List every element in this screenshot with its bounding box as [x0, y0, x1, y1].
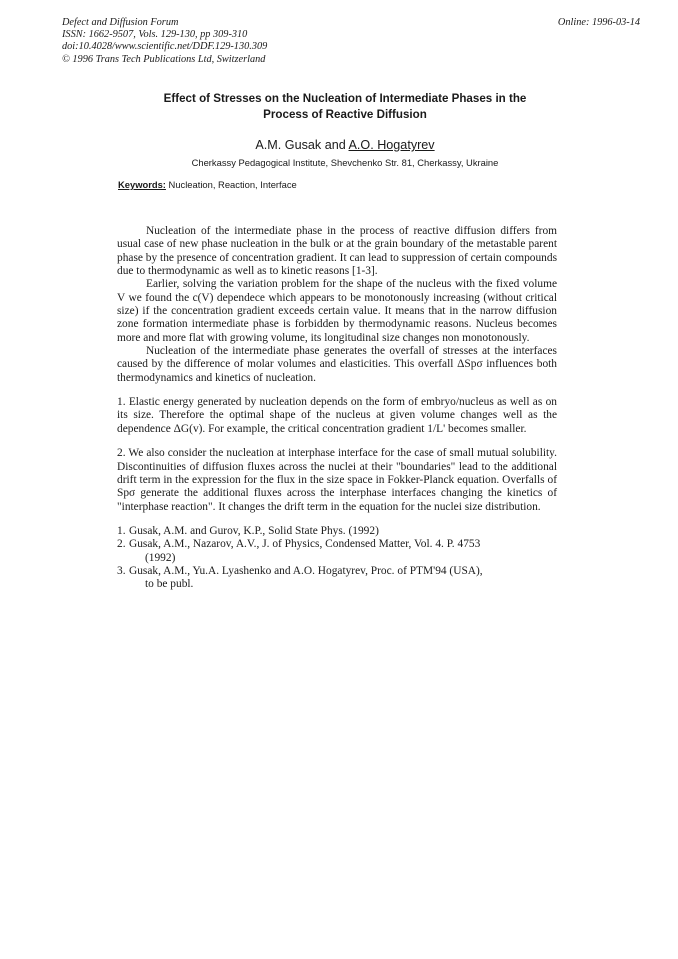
- reference-text: [129, 538, 557, 565]
- paper-body: [117, 225, 557, 592]
- reference-text-main: Gusak, A.M. and Gurov, K.P., Solid State Phys. (1992): [129, 524, 379, 537]
- reference-number: 2.: [117, 538, 126, 551]
- journal-citation: [62, 17, 267, 66]
- reference-item: [117, 538, 557, 565]
- body-paragraph: 2. We also consider the nucleation at interphase interface for the case of small mutual solubility. Discontinuities of diffusion fluxes across the nuclei at their "boundaries" lead to the additional drift term in the expression for the flux in the size space in Fokker-Planck equation. Overfalls of Spσ generate the additional fluxes across the interphase interfaces changing the kinetics of "interphase reaction". It changes the drift term in the equation for the nuclei size distribution.: [117, 447, 557, 513]
- copyright-line: © 1996 Trans Tech Publications Ltd, Switzerland: [62, 53, 266, 65]
- reference-list: [117, 525, 557, 592]
- reference-text-main: Gusak, A.M., Nazarov, A.V., J. of Physics, Condensed Matter, Vol. 4. P. 4753: [129, 538, 481, 551]
- affiliation: Cherkassy Pedagogical Institute, Shevchenko Str. 81, Cherkassy, Ukraine: [191, 157, 499, 168]
- body-paragraph: Earlier, solving the variation problem for the shape of the nucleus with the fixed volume V we found the c(V) dependece which appears to be monotonously increasing (without critical size) if the concentration gradient exceeds certain value. It means that in the narrow diffusion zone formation intermediate phase is forbidden by thermodynamic reasons. Nucleus becomes more and more flat with growing volume, its longitudinal size changes non monotonously.: [117, 278, 557, 344]
- reference-text: [129, 525, 557, 538]
- body-paragraph: 1. Elastic energy generated by nucleation depends on the form of embryo/nucleus as well as on its size. Therefore the optimal shape of the nucleus at given volume changes well as the dependence ΔG(v). For example, the critical concentration gradient 1/L' becomes smaller.: [117, 396, 557, 435]
- reference-item: [117, 565, 557, 592]
- paper-title: [100, 91, 590, 122]
- author-list: [100, 138, 590, 153]
- title-line: Effect of Stresses on the Nucleation of Intermediate Phases in the: [163, 92, 527, 105]
- journal-name: Defect and Diffusion Forum: [62, 17, 179, 28]
- reference-text-cont: (1992): [145, 551, 176, 564]
- keywords-label: Keywords:: [118, 179, 166, 190]
- keywords: [118, 179, 297, 191]
- title-line: Process of Reactive Diffusion: [263, 107, 427, 121]
- author-name-corresponding[interactable]: A.O. Hogatyrev: [348, 138, 435, 152]
- body-paragraph: Nucleation of the intermediate phase in the process of reactive diffusion differs from usual case of new phase nucleation in the bulk or at the grain boundary of the metastable parent phase by the presence of concentration gradient. It can lead to suppression of certain compounds due to thermodynamic as well as to kinetic reasons [1-3].: [117, 225, 557, 278]
- body-paragraph: Nucleation of the intermediate phase generates the overfall of stresses at the interfaces caused by the difference of molar volumes and elasticities. This overfall ΔSpσ influences both thermodynamics and kinetics of nucleation.: [117, 345, 557, 384]
- reference-text: [129, 565, 557, 592]
- reference-text-main: Gusak, A.M., Yu.A. Lyashenko and A.O. Hogatyrev, Proc. of PTM'94 (USA),: [129, 564, 483, 577]
- reference-text-cont: to be publ.: [145, 578, 194, 591]
- doi-line[interactable]: doi:10.4028/www.scientific.net/DDF.129-130.309: [62, 41, 268, 53]
- keywords-text: Nucleation, Reaction, Interface: [168, 179, 297, 190]
- online-date: Online: 1996-03-14: [557, 17, 640, 28]
- author-name: A.M. Gusak: [255, 138, 322, 152]
- reference-item: [117, 525, 557, 538]
- reference-number: 3.: [117, 564, 126, 577]
- issn-line: ISSN: 1662-9507, Vols. 129-130, pp 309-310: [62, 29, 248, 41]
- reference-number: 1.: [117, 524, 126, 537]
- author-conjunction: and: [324, 138, 346, 152]
